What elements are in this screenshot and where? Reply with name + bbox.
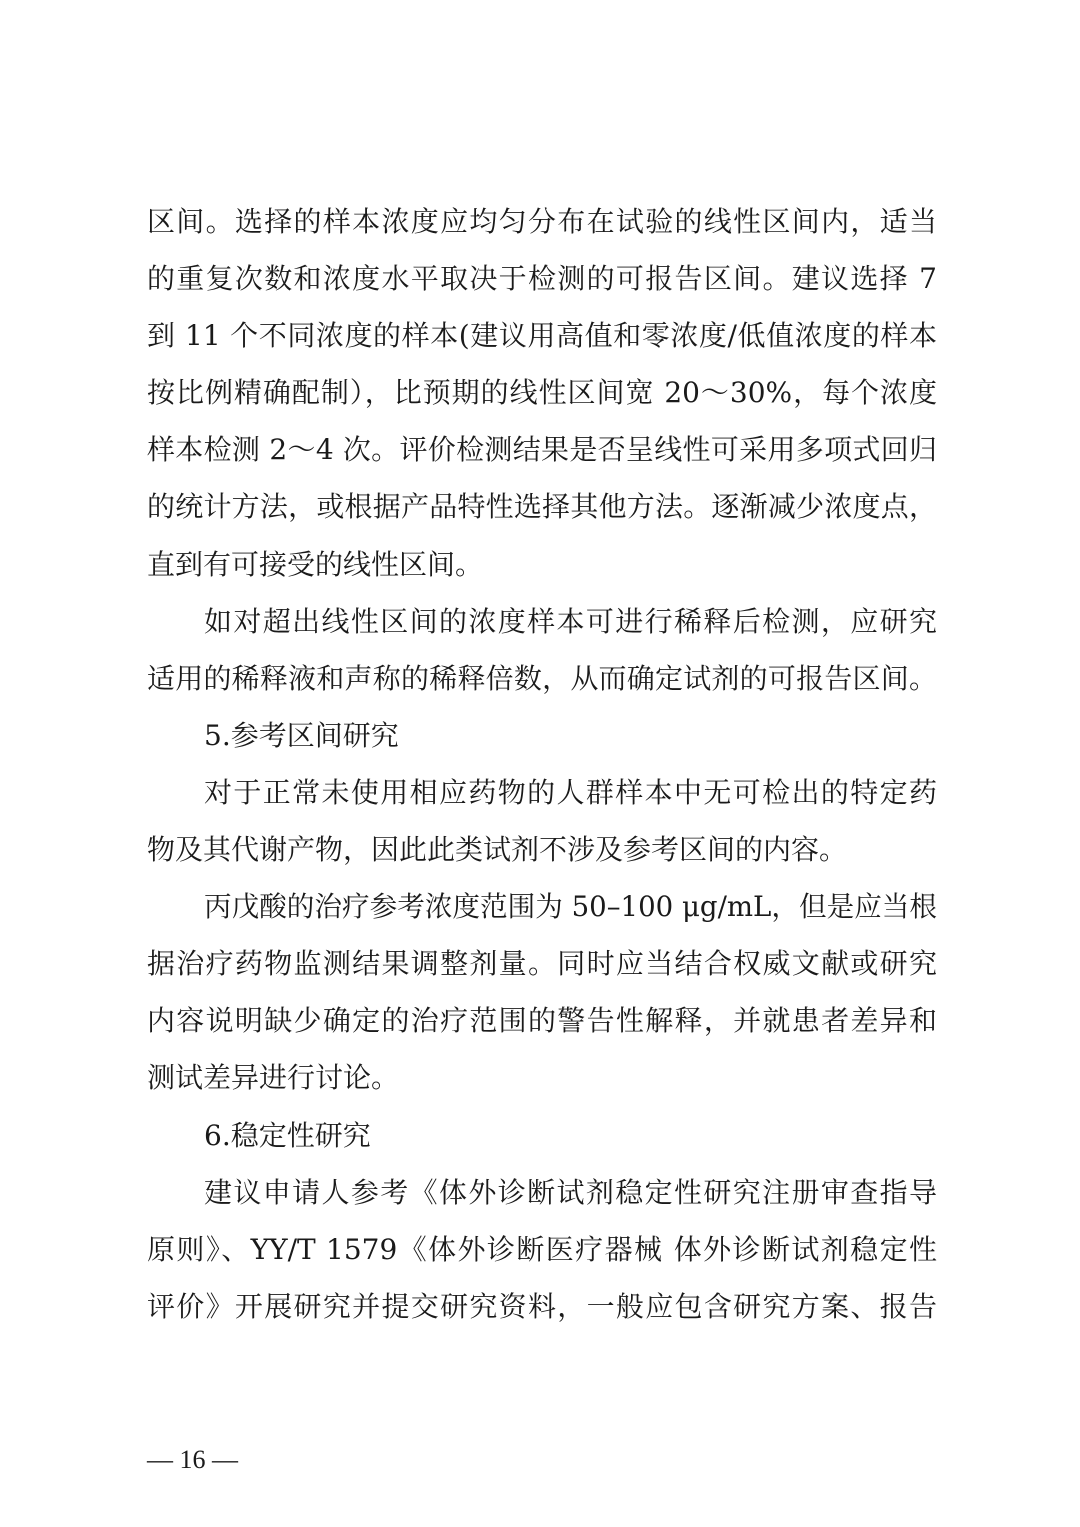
paragraph-first-line: 丙戊酸的治疗参考浓度范围为 50–100 μg/mL，但是应当根 (204, 890, 937, 924)
text-line: 原则》、YY/T 1579《体外诊断医疗器械 体外诊断试剂稳定性 (147, 1232, 937, 1266)
text-line: 据治疗药物监测结果调整剂量。同时应当结合权威文献或研究 (147, 947, 937, 981)
section-heading-stability: 6.稳定性研究 (204, 1118, 371, 1152)
paragraph-first-line: 对于正常未使用相应药物的人群样本中无可检出的特定药 (204, 775, 937, 809)
text-line: 测试差异进行讨论。 (147, 1061, 400, 1095)
text-line: 按比例精确配制），比预期的线性区间宽 20～30%，每个浓度 (147, 376, 937, 410)
paragraph-first-line: 如对超出线性区间的浓度样本可进行稀释后检测，应研究 (204, 604, 937, 638)
text-line: 的重复次数和浓度水平取决于检测的可报告区间。建议选择 7 (147, 262, 937, 296)
text-line: 评价》开展研究并提交研究资料，一般应包含研究方案、报告 (147, 1289, 937, 1323)
text-line: 样本检测 2～4 次。评价检测结果是否呈线性可采用多项式回归 (147, 433, 937, 467)
paragraph-first-line: 建议申请人参考《体外诊断试剂稳定性研究注册审查指导 (204, 1175, 937, 1209)
text-line: 区间。选择的样本浓度应均匀分布在试验的线性区间内，适当 (147, 205, 937, 238)
section-heading-reference-interval: 5.参考区间研究 (204, 718, 399, 752)
text-line: 直到有可接受的线性区间。 (147, 547, 484, 581)
text-line: 内容说明缺少确定的治疗范围的警告性解释，并就患者差异和 (147, 1004, 937, 1038)
text-line: 的统计方法，或根据产品特性选择其他方法。逐渐减少浓度点， (147, 490, 937, 524)
page-number: — 16 — (147, 1445, 238, 1474)
text-line: 物及其代谢产物，因此此类试剂不涉及参考区间的内容。 (147, 833, 848, 867)
body-text (147, 193, 937, 1335)
text-line: 适用的稀释液和声称的稀释倍数，从而确定试剂的可报告区间。 (147, 661, 937, 695)
text-line: 到 11 个不同浓度的样本(建议用高值和零浓度/低值浓度的样本 (147, 319, 937, 353)
